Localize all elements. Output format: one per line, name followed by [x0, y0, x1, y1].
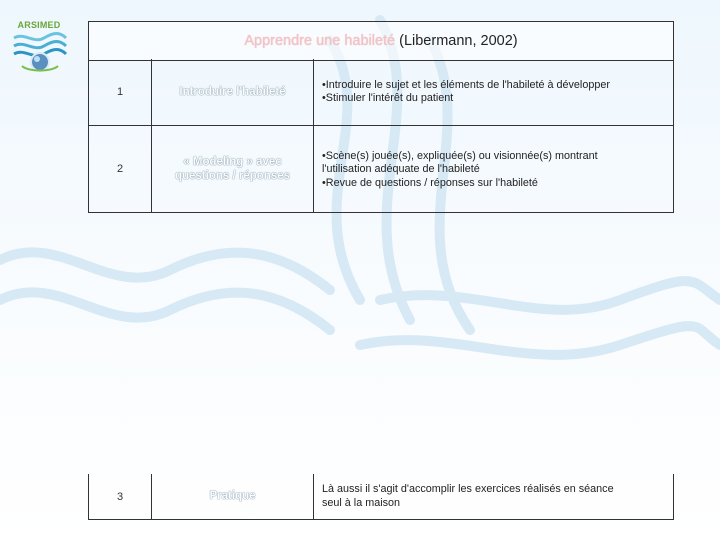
step-number: 2 — [116, 163, 124, 175]
description-line: •Scène(s) jouée(s), expliquée(s) ou visionnée(s) montrant — [322, 150, 598, 162]
description-line: •Introduire le sujet et les éléments de l'habileté à développer — [322, 78, 610, 91]
description-line: Là aussi il s'agit d'accomplir les exercices réalisés en séance — [322, 483, 614, 496]
step-description — [313, 59, 673, 125]
step-number: 3 — [116, 490, 124, 503]
description-line: l'utilisation adéquate de l'habileté — [322, 163, 480, 176]
table-title — [88, 21, 674, 61]
title-citation: (Libermann, 2002) — [399, 33, 518, 49]
step-name: Pratique — [151, 474, 313, 519]
description-line: •Stimuler l'intérêt du patient — [322, 92, 454, 104]
step-name: « Modeling » avec questions / réponses — [151, 126, 313, 212]
description-line: •Revue de questions / réponses sur l'habileté — [322, 176, 538, 189]
table-row — [88, 126, 674, 213]
arsimed-logo — [8, 16, 70, 76]
table-row — [88, 59, 674, 126]
step-number: 1 — [116, 86, 124, 98]
step-description — [313, 474, 673, 519]
table-row — [88, 474, 674, 520]
step-description — [313, 126, 673, 212]
step-name: Introduire l'habileté — [151, 59, 313, 125]
title-main: Apprendre une habileté — [244, 33, 396, 49]
logo-text: ARSIMED — [17, 20, 61, 30]
description-line: seul à la maison — [322, 496, 401, 509]
